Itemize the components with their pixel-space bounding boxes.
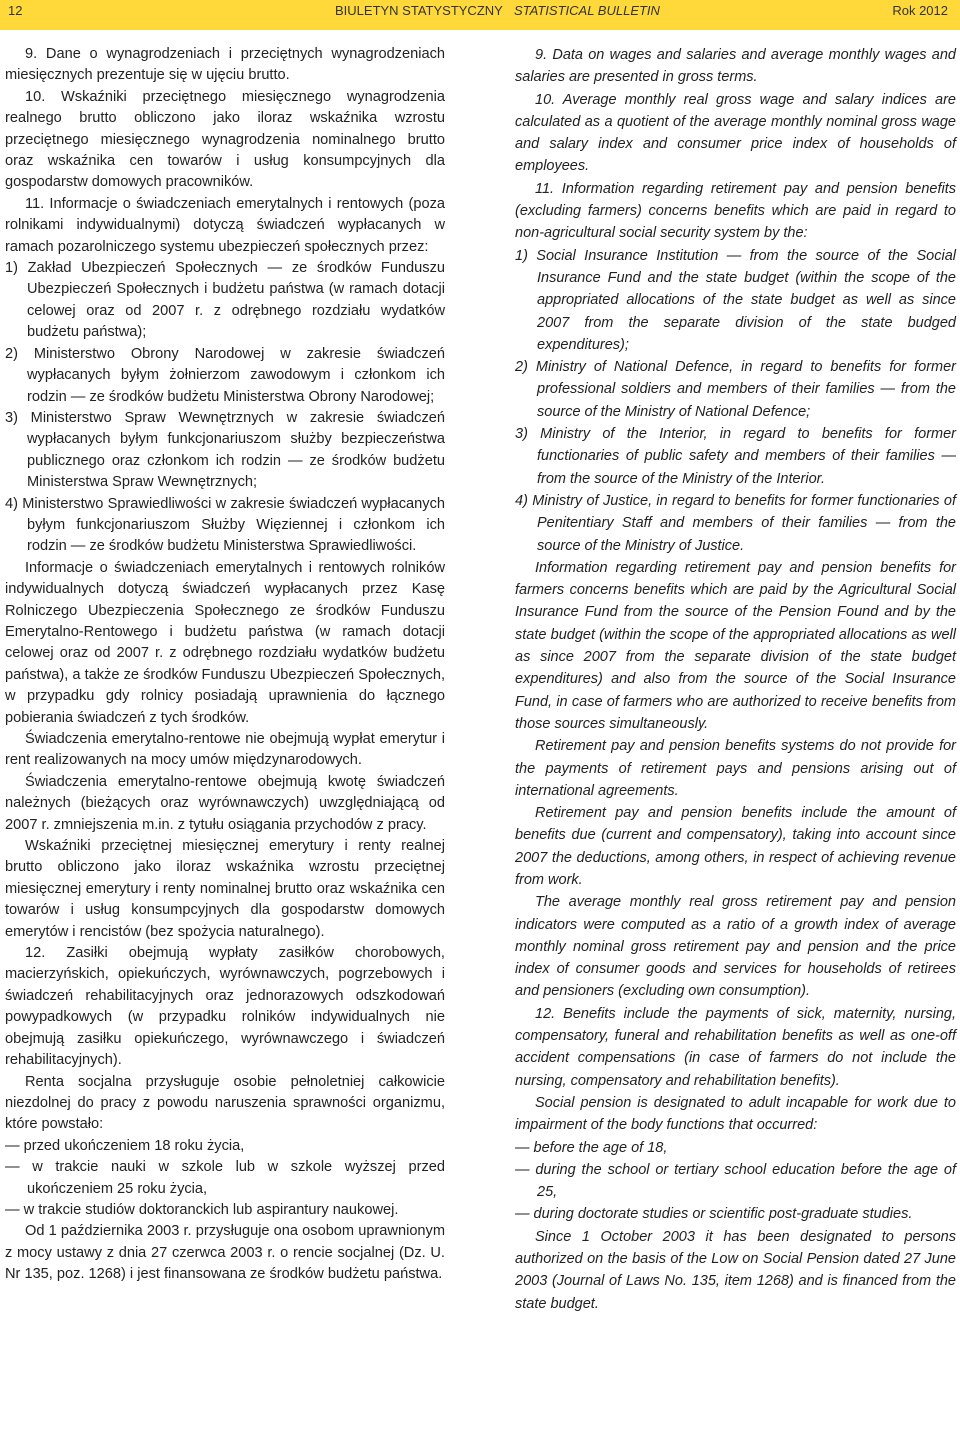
list-item: 2) Ministry of National Defence, in regard to benefits for former professional soldiers and members of their families — from the source of the Ministry of National Defence; [515, 359, 956, 420]
note-11-en: 11. Information regarding retirement pay and pension benefits (excluding farmers) concerns benefits which are paid in regard to non-agricultural social security system by the: [515, 180, 956, 242]
international-pl: Świadczenia emerytalno-rentowe nie obejmują wypłat emerytur i rent realizowanych na mocy umów międzynarodowych. [5, 731, 445, 769]
social-pension-since-pl: Od 1 października 2003 r. przysługuje ona osobom uprawnionym z mocy ustawy z dnia 27 czerwca 2003 r. o rencie socjalnej (Dz. U. Nr 135, poz. 1268) i jest finansowana ze środków budżetu państwa. [5, 1223, 445, 1283]
list-item: — przed ukończeniem 18 roku życia, [5, 1137, 245, 1154]
list-item: — during the school or tertiary school education before the age of 25, [515, 1161, 956, 1201]
page-number: 12 [8, 3, 23, 18]
list-item: 4) Ministry of Justice, in regard to benefits for former functionaries of Penitentiary Staff and members of their families — from the source of the Ministry of Justice. [515, 492, 956, 554]
bulletin-title-pl: BIULETYN STATYSTYCZNY [335, 3, 503, 18]
benefits-included-pl: Świadczenia emerytalno-rentowe obejmują kwotę świadczeń należnych (bieżących oraz wyrównawczych) uwzględniającą od 2007 r. zmniejszenia m.in. z tytułu osiągania przychodów z pracy. [5, 773, 445, 833]
note-9-pl: 9. Dane o wynagrodzeniach i przeciętnych wynagrodzeniach miesięcznych prezentuje się w ujęciu brutto. [5, 46, 445, 84]
note-10-pl: 10. Wskaźniki przeciętnego miesięcznego wynagrodzenia realnego brutto obliczono jako iloraz wskaźnika wzrostu przeciętnego miesięcznego wynagrodzenia nominalnego brutto oraz wskaźnika cen towarów i usług konsumpcyjnych dla gospodarstw domowych pracowników. [5, 88, 445, 191]
benefits-included-en: Retirement pay and pension benefits include the amount of benefits due (current and compensatory), taking into account since 2007 the deductions, among others, in respect of achieving revenue from work. [515, 805, 956, 888]
bulletin-title-en: STATISTICAL BULLETIN [514, 3, 660, 18]
bulletin-year: Rok 2012 [892, 3, 948, 18]
note-10-en: 10. Average monthly real gross wage and salary indices are calculated as a quotient of the average monthly nominal gross wage and salary index and consumer price index of households of employees. [515, 91, 956, 175]
polish-column [5, 44, 445, 1286]
list-item: 3) Ministry of the Interior, in regard to benefits for former functionaries of public safety and members of their families — from the source of the Ministry of the Interior. [515, 426, 956, 487]
list-item: — w trakcie nauki w szkole lub w szkole wyższej przed ukończeniem 25 roku życia, [5, 1159, 445, 1197]
note-12-pl: 12. Zasiłki obejmują wypłaty zasiłków chorobowych, macierzyńskich, opiekuńczych, wyrównawczych, pogrzebowych i świadczeń rehabilitacyjnych oraz jednorazowych odszkodowań powypadkowych (w przypadku rolników indywidualnych nie obejmują zasiłku opiekuńczego, wyrównawczego i świadczeń rehabilitacyjnych). [5, 945, 445, 1069]
english-column [515, 44, 956, 1315]
page-header [0, 0, 960, 30]
list-item: 4) Ministerstwo Sprawiedliwości w zakresie świadczeń wypłacanych byłym funkcjonariuszom Służby Więziennej i członkom ich rodzin — ze środków budżetu Ministerstwa Sprawiedliwości. [5, 495, 445, 555]
social-pension-en: Social pension is designated to adult incapable for work due to impairment of the body functions that occurred: [515, 1094, 956, 1134]
social-pension-pl: Renta socjalna przysługuje osobie pełnoletniej całkowicie niezdolnej do pracy z powodu naruszenia sprawności organizmu, które powstało: [5, 1073, 445, 1133]
social-pension-since-en: Since 1 October 2003 it has been designated to persons authorized on the basis of the Low on Social Pension dated 27 June 2003 (Journal of Laws No. 135, item 1268) and is financed from the state budget. [515, 1228, 956, 1312]
farmers-pensions-en: Information regarding retirement pay and pension benefits for farmers concerns benefits which are paid by the Agricultural Social Insurance Fund from the source of the Pension Found and by the state budget (within the scope of the appropriated allocations as well as since 2007 from the separate division of the state budget expenditures) and also from the source of the Social Insurance Fund, in case of farmers who are authorized to receive benefits from those sources simultaneously. [515, 559, 956, 732]
pension-indices-en: The average monthly real gross retirement pay and pension indicators were computed as a ratio of a growth index of average monthly nominal gross retirement pay and pension and the price index of consumer goods and services for households of retirees and pensioners (excluding own consumption). [515, 894, 956, 1000]
list-item: 3) Ministerstwo Spraw Wewnętrznych w zakresie świadczeń wypłacanych byłym funkcjonariuszom służby bezpieczeństwa publicznego oraz członkom ich rodzin — ze środków budżetu Ministerstwa Spraw Wewnętrznych; [5, 409, 445, 491]
international-en: Retirement pay and pension benefits systems do not provide for the payments of retirement pays and pensions arising out of international agreements. [515, 738, 956, 799]
list-item: — during doctorate studies or scientific post-graduate studies. [515, 1206, 913, 1223]
list-item: — w trakcie studiów doktoranckich lub aspirantury naukowej. [5, 1201, 399, 1218]
note-12-en: 12. Benefits include the payments of sick, maternity, nursing, compensatory, funeral and rehabilitation benefits as well as one-off accident compensations (in case of farmers do not include the nursing, compensatory and rehabilitation benefits). [515, 1005, 956, 1089]
list-item: — before the age of 18, [515, 1139, 668, 1156]
list-item: 2) Ministerstwo Obrony Narodowej w zakresie świadczeń wypłacanych byłym żołnierzom zawodowym i członkom ich rodzin — ze środków budżetu Ministerstwa Obrony Narodowej; [5, 345, 445, 405]
note-11-pl: 11. Informacje o świadczeniach emerytalnych i rentowych (poza rolnikami indywidualnymi) dotyczą świadczeń wypłacanych w ramach pozarolniczego systemu ubezpieczeń społecznych przez: [5, 195, 445, 255]
pension-indices-pl: Wskaźniki przeciętnej miesięcznej emerytury i renty realnej brutto obliczono jako iloraz wskaźnika wzrostu przeciętnej miesięcznej emerytury i renty nominalnej brutto oraz wskaźnika cen towarów i usług konsumpcyjnych dla gospodarstw domowych emerytów i rencistów (bez spożycia naturalnego). [5, 838, 445, 940]
list-item: 1) Zakład Ubezpieczeń Społecznych — ze środków Funduszu Ubezpieczeń Społecznych i budżetu państwa (w ramach dotacji celowej oraz od 2007 r. z odrębnego rozdziału wydatków budżetu państwa); [5, 260, 445, 341]
note-9-en: 9. Data on wages and salaries and average monthly wages and salaries are presented in gross terms. [515, 47, 956, 86]
farmers-pensions-pl: Informacje o świadczeniach emerytalnych i rentowych rolników indywidualnych dotyczą świadczeń wypłacanych przez Kasę Rolniczego Ubezpieczenia Społecznego ze środków Funduszu Emerytalno-Rentowego i budżetu państwa (w ramach dotacji celowej oraz od 2007 r. z odrębnego rozdziału wydatków budżetu państwa), a także ze środków Funduszu Ubezpieczeń Społecznych, w przypadku gdy rolnicy posiadają uprawnienia do łącznego pobierania świadczeń z tych środków. [5, 559, 445, 726]
list-item: 1) Social Insurance Institution — from the source of the Social Insurance Fund and the state budget (within the scope of the appropriated allocations of the state budget as well as since 2007 from the separate division of the state budged expenditures); [515, 247, 956, 353]
